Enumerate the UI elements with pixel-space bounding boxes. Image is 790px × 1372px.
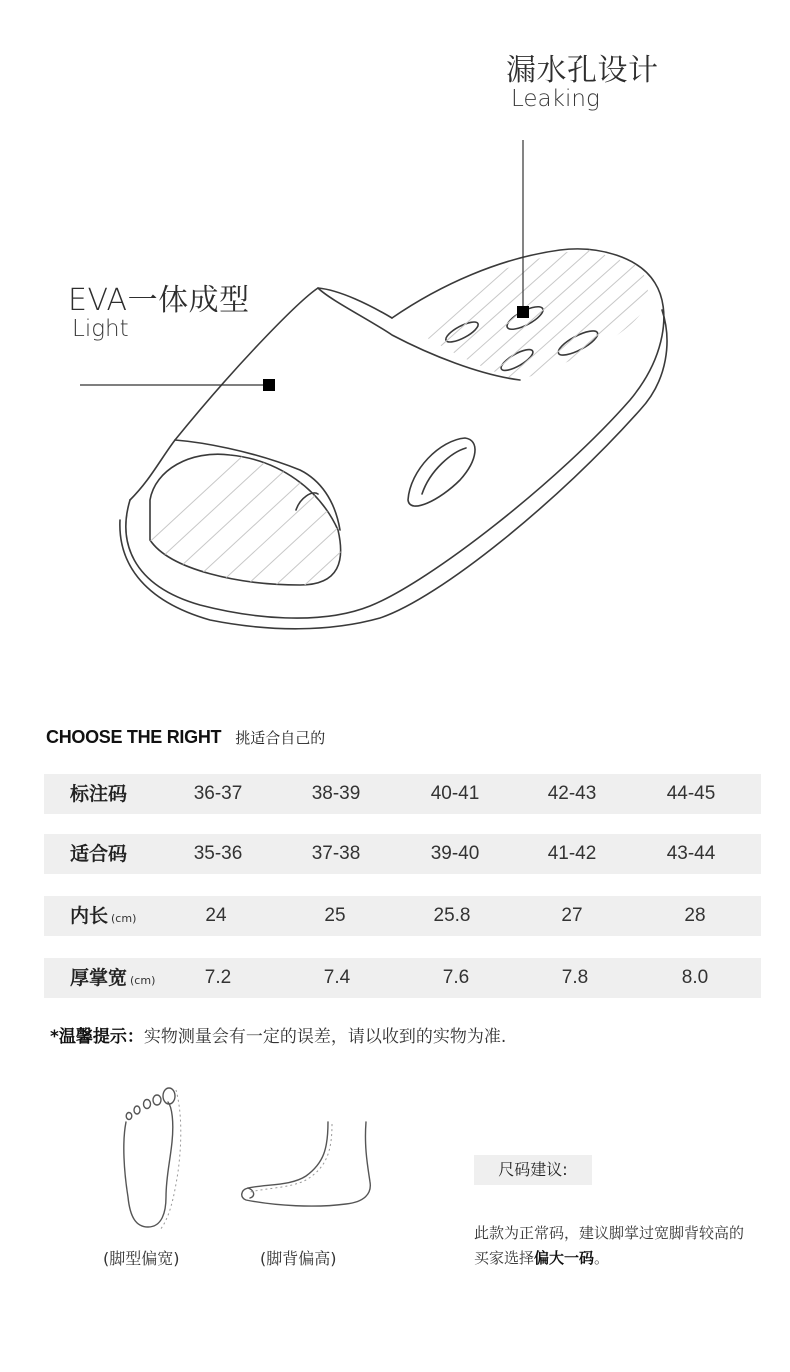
size-cell: 43-44 [666, 843, 716, 864]
leaking-marker [517, 306, 529, 318]
size-cell: 7.4 [323, 967, 351, 988]
size-cell: 7.8 [561, 967, 589, 988]
row-label: 标注码 [70, 783, 128, 805]
size-cell: 40-41 [430, 783, 480, 804]
size-cell: 41-42 [547, 843, 597, 864]
size-chart-title-cn: 挑适合自己的 [235, 729, 326, 747]
light-marker [263, 379, 275, 391]
size-cell: 42-43 [547, 783, 597, 804]
size-cell: 35-36 [193, 843, 243, 864]
high-instep-foot-icon [236, 1118, 380, 1214]
measurement-notice [50, 1022, 506, 1047]
light-subtitle: Light [72, 316, 129, 342]
row-label: 内长 (cm) [70, 905, 137, 927]
size-cell: 7.6 [442, 967, 470, 988]
size-cell: 37-38 [311, 843, 361, 864]
advice-emphasis: 偏大一码 [534, 1249, 595, 1267]
size-cell: 8.0 [681, 967, 709, 988]
light-title: EVA一体成型 [68, 283, 250, 318]
size-cell: 25.8 [433, 905, 471, 926]
size-chart-heading [46, 727, 325, 748]
size-row-inner-length [44, 896, 761, 936]
size-row-fit [44, 834, 761, 874]
notice-text: 实物测量会有一定的误差，请以收到的实物为准. [143, 1027, 507, 1047]
size-chart-title-en: CHOOSE THE RIGHT [46, 727, 222, 747]
size-cell: 7.2 [204, 967, 232, 988]
leaking-title: 漏水孔设计 [506, 53, 659, 88]
size-advice-badge: 尺码建议: [474, 1155, 592, 1185]
size-cell: 27 [561, 905, 583, 926]
size-cell: 38-39 [311, 783, 361, 804]
row-label: 厚掌宽 (cm) [70, 967, 156, 989]
size-cell: 25 [324, 905, 346, 926]
size-cell: 36-37 [193, 783, 243, 804]
size-advice-text: 此款为正常码，建议脚掌过宽脚背较高的买家选择偏大一码。 [474, 1224, 745, 1267]
row-label: 适合码 [70, 843, 128, 865]
strap-outline [130, 288, 392, 500]
leaking-subtitle: Leaking [511, 86, 600, 112]
size-row-ball-width [44, 958, 761, 998]
wide-foot-caption: (脚型偏宽) [103, 1249, 180, 1268]
size-row-marked [44, 774, 761, 814]
notice-key: *温馨提示： [50, 1027, 144, 1047]
high-instep-caption: (脚背偏高) [260, 1249, 337, 1268]
size-cell: 28 [684, 905, 706, 926]
size-cell: 44-45 [666, 783, 716, 804]
size-cell: 24 [205, 905, 227, 926]
wide-foot-icon [112, 1082, 192, 1232]
size-cell: 39-40 [430, 843, 480, 864]
